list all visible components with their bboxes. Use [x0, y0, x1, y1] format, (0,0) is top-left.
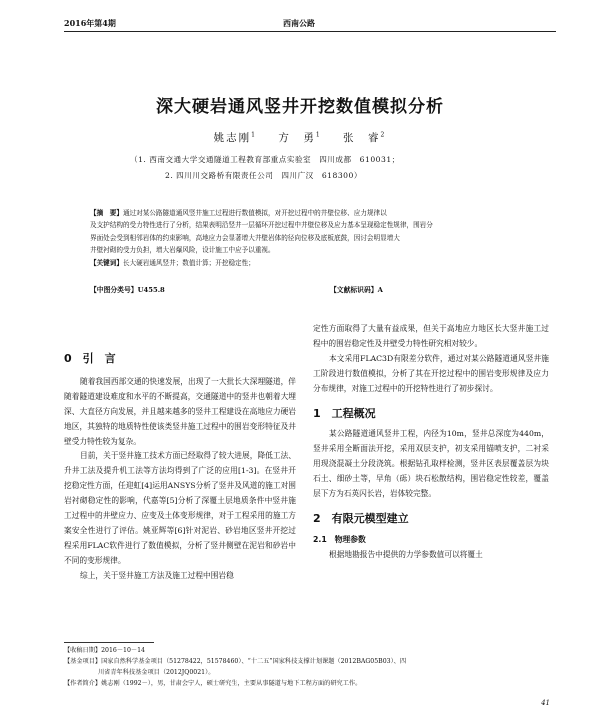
author-name: 方 勇 — [278, 132, 316, 144]
body-paragraph: 目前，关于竖井施工技术方面已经取得了较大进展，降低工法、升井工法及提升机工法等方法均得到了广泛的应用[1-3]。在竖井开挖稳定性方面，任迎虹[4]运用ANSYS分析了竖井及风道的施工对围岩衬砌稳定性的影响，代嘉等[5]分析了深覆土层地质条件中竖井施工过程中的井壁应力、应变及土体变形规律，对于工程采用的施工方案安全性进行了评估。姚亚辉等[6]针对泥岩、砂岩地区竖井开挖过程采用FLAC软件进行了数值模拟，分析了竖井侧壁在泥岩和砂岩中不同的变形规律。 — [64, 451, 296, 565]
body-paragraph: 综上，关于竖井施工方法及施工过程中围岩稳 — [80, 570, 234, 580]
affiliation-line: （1. 西南交通大学交通隧道工程教育部重点实验室 四川成都 610031； — [130, 155, 400, 164]
subsection-heading-physical-parameters: 2.1 物理参数 — [313, 534, 366, 544]
author-name: 张 睿 — [343, 132, 381, 144]
abstract-line: 界面处会受到相邻岩体的约束影响，高地应力会显著增大井壁岩体的径向位移及底板底鼓，因讨会明显增大 — [90, 233, 400, 242]
classification-number — [90, 284, 165, 294]
affiliation-line: 2. 四川川交路桥有限责任公司 四川广汉 618300） — [165, 171, 362, 180]
left-column — [64, 352, 296, 584]
footnote-line: 【基金项目】国家自然科学基金项目（51278422，51578460）、“十二五”国家科技支撑计划课题（2012BAG05B03）、四 — [64, 658, 407, 665]
body-paragraph: 本文采用FLAC3D有限差分软件，通过对某公路隧道通风竖井施工阶段进行数值模拟，分析了其在开挖过程中的围岩变形规律及应力分布规律，对施工过程中的开挖特性进行了初步探讨。 — [313, 353, 549, 393]
abstract-line: 通过对某公路隧道通风竖井施工过程进行数值模拟，对开挖过程中的井壁位移、应力规律以 — [122, 209, 387, 217]
body-paragraph: 某公路隧道通风竖井工程，内径为10m，竖井总深度为440m，竖井采用全断面法开挖，采用双层支护，初支采用锚喷支护，二衬采用现浇混凝土分段浇筑。根据钻孔取样检测，竖井区表层覆盖层为块石土、细砂土等，早角（砾）块石松散结构，围岩稳定性较差，覆盖层下方为石英闪长岩，岩体较完整。 — [313, 429, 549, 499]
footnote-line: 川省青年科技基金项目（2012JQ0021）。 — [98, 669, 215, 676]
classification-value: U455.8 — [137, 286, 165, 294]
author-affiliation-mark: 1 — [251, 131, 257, 139]
document-code — [330, 284, 383, 294]
header-rule — [64, 31, 556, 32]
footnote-rule — [64, 642, 154, 643]
abstract-line: 及支护结构的受力特性进行了分析，结果表明沿竖井一层循环开挖过程中井壁位移及应力基本呈现稳定性规律，围岩分 — [90, 221, 433, 230]
author-affiliation-mark: 1 — [315, 131, 322, 139]
doc-code-label: 【文献标识码】 — [330, 286, 378, 294]
journal-issue: 2016年第4期 — [64, 18, 116, 28]
footnotes — [64, 645, 554, 689]
keywords-label: 【关键词】 — [90, 258, 123, 267]
doc-code-value: A — [377, 286, 383, 294]
body-paragraph: 定性方面取得了大量有益成果，但关于高地应力地区长大竖井施工过程中的围岩稳定性及井壁受力特性研究相对较少。 — [313, 324, 549, 348]
journal-name: 西南公路 — [283, 18, 315, 28]
section-heading-project-overview: 1 工程概况 — [313, 406, 376, 420]
author-affiliation-mark: 2 — [380, 131, 387, 139]
section-heading-fem-model: 2 有限元模型建立 — [313, 511, 409, 525]
author-line — [0, 130, 600, 145]
author-name: 姚志刚 — [213, 132, 252, 144]
section-heading-introduction: 0 引 言 — [64, 352, 116, 365]
abstract-line: 井壁衬砌的受力负担，增大岩爆风险，设计施工中应予以重视。 — [90, 246, 275, 255]
abstract — [90, 207, 520, 269]
page-number: 41 — [541, 699, 550, 707]
footnote-line: 【作者简介】姚志刚（1992－），男，甘肃会宁人，硕士研究生，主要从事隧道与地下工程方面的研究工作。 — [64, 680, 362, 687]
abstract-label: 【摘 要】 — [90, 209, 123, 217]
footnote-line: 【收稿日期】2016－10－14 — [64, 647, 145, 654]
right-column — [313, 322, 549, 563]
paper-title: 深大硬岩通风竖井开挖数值模拟分析 — [156, 97, 444, 117]
body-paragraph: 根据地勘报告中提供的力学参数值可以将覆土 — [329, 549, 483, 559]
classification-label: 【中图分类号】 — [90, 286, 138, 294]
body-paragraph: 随着我国西部交通的快速发展，出现了一大批长大深埋隧道，伴随着隧道建设难度和水平的不断提高，交通隧道中的竖井也朝着大埋深、大直径方向发展，并且越来越多的竖井工程建设在高地应力硬岩地区，其独特的地质特性使该类竖井施工过程中的围岩变形特征及井壁受力特性较为复杂。 — [64, 376, 296, 446]
keywords-text: 长大硬岩通风竖井；数值计算；开挖稳定性； — [122, 258, 255, 267]
